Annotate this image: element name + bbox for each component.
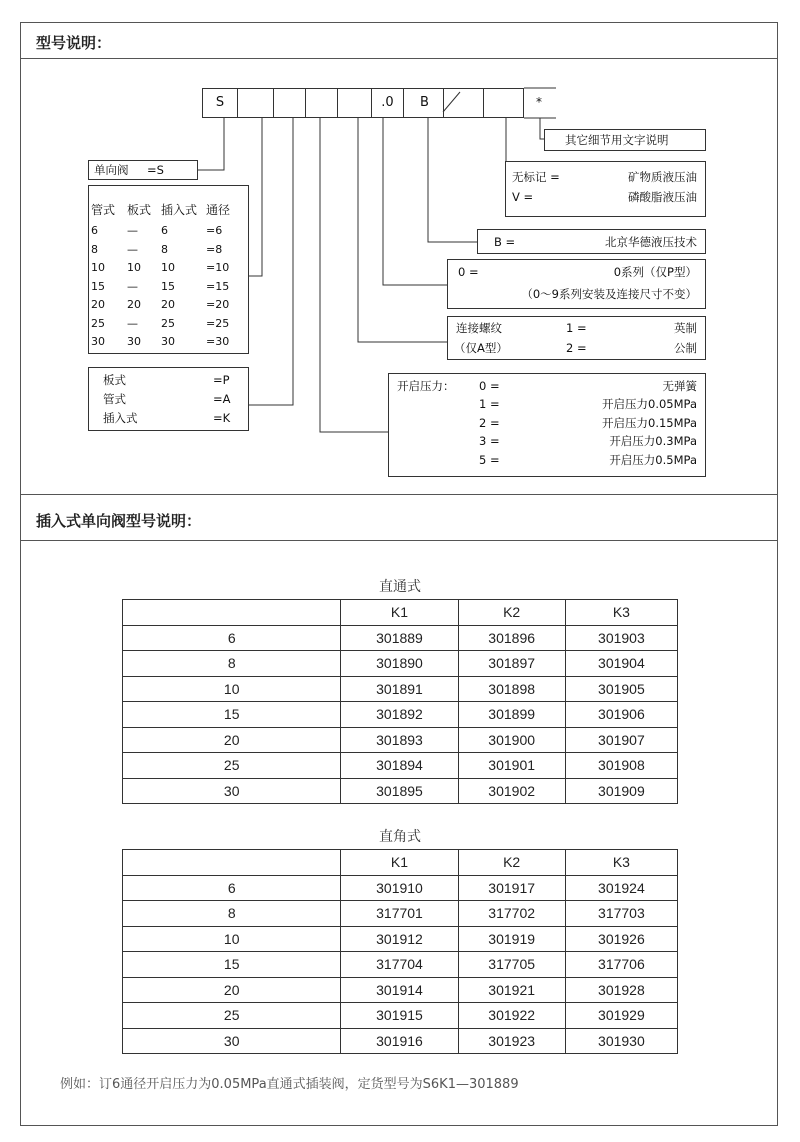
table-header-cell: K1 [341, 850, 458, 876]
connection-value-2: =A [213, 392, 231, 406]
table-header-cell: K2 [458, 850, 565, 876]
size-cell: 30 [161, 335, 175, 348]
table-row [123, 702, 678, 728]
table-row [123, 977, 678, 1003]
table-cell: 301912 [341, 926, 458, 952]
valve-type-box [88, 160, 198, 180]
thread-key-2: 2 = [566, 341, 587, 355]
connection-key-3: 插入式 [103, 411, 138, 425]
table-cell: 301926 [565, 926, 677, 952]
medium-key-1: 无标记 = [512, 170, 560, 184]
pressure-value-0: 无弹簧 [662, 379, 697, 393]
pressure-label: 开启压力： [397, 379, 455, 393]
order-example-text: 例如：订6通径开启压力为0.05MPa直通式插装阀，定货型号为S6K1—301889 [60, 1077, 519, 1092]
table-cell: 317702 [458, 901, 565, 927]
table-cell: 301921 [458, 977, 565, 1003]
table-cell: 301890 [341, 651, 458, 677]
table-cell: 301892 [341, 702, 458, 728]
table-cell: 301914 [341, 977, 458, 1003]
size-cell: 20 [161, 298, 175, 311]
table-header-row [123, 600, 678, 626]
table-cell: 301897 [458, 651, 565, 677]
section1-title: 型号说明： [36, 34, 112, 52]
table-cell: 8 [123, 901, 341, 927]
table-row [123, 1003, 678, 1029]
table-cell: 25 [123, 1003, 341, 1029]
size-cell: 15 [161, 279, 175, 293]
size-box [88, 185, 249, 354]
pressure-key-1: 1 = [479, 397, 500, 411]
table-row [123, 901, 678, 927]
size-cell: — [127, 224, 138, 237]
table-cell: 317705 [458, 952, 565, 978]
size-cell: 20 [127, 298, 141, 311]
table-row [123, 651, 678, 677]
code-cell-size [237, 88, 273, 118]
medium-value-2: 磷酸脂液压油 [628, 190, 697, 204]
table-cell: 30 [123, 778, 341, 804]
table-cell: 301899 [458, 702, 565, 728]
table-cell: 301928 [565, 977, 677, 1003]
table-cell: 301896 [458, 625, 565, 651]
thread-label: 连接螺纹 [456, 321, 502, 335]
size-cell: 30 [91, 335, 105, 348]
table-cell: 317703 [565, 901, 677, 927]
connection-key-2: 管式 [103, 392, 126, 406]
pressure-key-0: 0 = [479, 379, 500, 393]
maker-key: B = [494, 235, 516, 249]
thread-box [447, 316, 706, 360]
table-cell: 301929 [565, 1003, 677, 1029]
other-desc-box [544, 129, 706, 151]
table-cell: 301903 [565, 625, 677, 651]
table-cell: 10 [123, 926, 341, 952]
thread-key-1: 1 = [566, 321, 587, 335]
pressure-key-4: 5 = [479, 453, 500, 467]
series-note: （0～9系列安装及连接尺寸不变） [521, 287, 697, 301]
size-cell: =15 [206, 279, 230, 293]
pressure-value-1: 开启压力0.05MPa [602, 397, 697, 411]
pressure-value-3: 开启压力0.3MPa [609, 434, 697, 448]
table-cell: 301917 [458, 875, 565, 901]
table-caption-angle: 直角式 [379, 829, 421, 845]
table-cell: 301893 [341, 727, 458, 753]
size-cell: 6 [161, 224, 168, 237]
pressure-key-3: 3 = [479, 434, 500, 448]
table-cell: 301905 [565, 676, 677, 702]
table-cell: 301898 [458, 676, 565, 702]
table-cell: 301907 [565, 727, 677, 753]
size-cell: =25 [206, 316, 230, 330]
code-cell-other: * [536, 95, 542, 109]
table-cell: 301916 [341, 1028, 458, 1054]
table-cell: 301895 [341, 778, 458, 804]
size-header-pipe: 管式 [91, 203, 116, 217]
size-header-plate: 板式 [127, 203, 152, 217]
size-cell: 8 [161, 242, 168, 256]
table-header-cell: K3 [565, 600, 677, 626]
table-row [123, 952, 678, 978]
maker-value: 北京华德液压技术 [605, 235, 697, 249]
table-cell: 301900 [458, 727, 565, 753]
size-cell: =10 [206, 261, 230, 274]
medium-box [505, 161, 706, 217]
section2-title: 插入式单向阀型号说明： [36, 512, 202, 530]
table-cell: 301901 [458, 753, 565, 779]
code-cell-valve-type: S [202, 88, 237, 118]
thread-value-2: 公制 [674, 341, 697, 355]
pressure-value-4: 开启压力0.5MPa [609, 453, 697, 467]
connection-value-1: =P [213, 373, 230, 387]
valve-type-label: 单向阀 [94, 163, 129, 177]
code-cell-series: .0 [371, 88, 403, 118]
code-cell-connection [273, 88, 305, 118]
size-cell: 25 [91, 316, 105, 330]
table-cell: 301910 [341, 875, 458, 901]
size-cell: =20 [206, 298, 230, 311]
table-cell: 10 [123, 676, 341, 702]
valve-type-value: =S [147, 163, 164, 177]
code-cell-thread [337, 88, 371, 118]
size-header-insert: 插入式 [161, 203, 198, 217]
size-cell: 6 [91, 224, 98, 237]
table-cell: 8 [123, 651, 341, 677]
table-cell: 317704 [341, 952, 458, 978]
table-cell: 301891 [341, 676, 458, 702]
table-cell: 20 [123, 727, 341, 753]
table-row [123, 926, 678, 952]
table-cell: 301922 [458, 1003, 565, 1029]
size-cell: 20 [91, 298, 105, 311]
pressure-box [388, 373, 706, 477]
table-cell: 301930 [565, 1028, 677, 1054]
series-value: 0系列（仅P型） [613, 265, 697, 279]
table-row [123, 778, 678, 804]
size-cell: 10 [127, 261, 141, 274]
pressure-value-2: 开启压力0.15MPa [602, 416, 697, 430]
size-cell: — [127, 316, 138, 330]
table-cell: 301923 [458, 1028, 565, 1054]
connection-box [88, 367, 249, 431]
table-row [123, 727, 678, 753]
maker-box [477, 229, 706, 254]
table-row [123, 625, 678, 651]
table-cell: 301909 [565, 778, 677, 804]
code-cell-blank [483, 88, 524, 118]
table-cell: 301924 [565, 875, 677, 901]
code-cell-maker: B [403, 88, 443, 118]
size-cell: — [127, 279, 138, 293]
table-header-cell: K2 [458, 600, 565, 626]
table-row [123, 875, 678, 901]
size-cell: — [127, 242, 138, 256]
table-cell: 15 [123, 702, 341, 728]
size-cell: 25 [161, 316, 175, 330]
table-header-row [123, 850, 678, 876]
medium-value-1: 矿物质液压油 [628, 170, 697, 184]
table-header-cell [123, 600, 341, 626]
table-row [123, 1028, 678, 1054]
table-cell: 301904 [565, 651, 677, 677]
table-header-cell: K3 [565, 850, 677, 876]
size-cell: =30 [206, 335, 230, 348]
size-cell: 8 [91, 242, 98, 256]
code-cell-medium [443, 88, 483, 118]
size-cell: 15 [91, 279, 105, 293]
table-angle [122, 849, 678, 1054]
table-cell: 301889 [341, 625, 458, 651]
table-cell: 301908 [565, 753, 677, 779]
pressure-key-2: 2 = [479, 416, 500, 430]
table-cell: 15 [123, 952, 341, 978]
table-row [123, 676, 678, 702]
size-cell: 10 [161, 261, 175, 274]
other-desc-text: 其它细节用文字说明 [565, 133, 669, 147]
table-cell: 317706 [565, 952, 677, 978]
table-header-cell: K1 [341, 600, 458, 626]
size-cell: 10 [91, 261, 105, 274]
table-header-cell [123, 850, 341, 876]
code-cell-pressure [305, 88, 337, 118]
connection-value-3: =K [213, 411, 231, 425]
table-caption-straight: 直通式 [379, 579, 421, 595]
medium-key-2: V = [512, 190, 534, 204]
thread-value-1: 英制 [674, 321, 697, 335]
table-cell: 301894 [341, 753, 458, 779]
table-cell: 301902 [458, 778, 565, 804]
table-cell: 301919 [458, 926, 565, 952]
table-cell: 301915 [341, 1003, 458, 1029]
size-header-bore: 通径 [206, 203, 231, 217]
table-cell: 30 [123, 1028, 341, 1054]
table-row [123, 753, 678, 779]
table-cell: 301906 [565, 702, 677, 728]
thread-sublabel: （仅A型） [454, 341, 508, 355]
table-cell: 317701 [341, 901, 458, 927]
table-cell: 20 [123, 977, 341, 1003]
series-box [447, 259, 706, 309]
size-cell: =6 [206, 224, 223, 237]
size-cell: 30 [127, 335, 141, 348]
table-straight [122, 599, 678, 804]
connection-key-1: 板式 [103, 373, 126, 387]
table-cell: 6 [123, 625, 341, 651]
series-key: 0 = [458, 265, 479, 279]
table-cell: 25 [123, 753, 341, 779]
size-cell: =8 [206, 242, 223, 256]
section2-header-divider [20, 540, 778, 541]
table-cell: 6 [123, 875, 341, 901]
